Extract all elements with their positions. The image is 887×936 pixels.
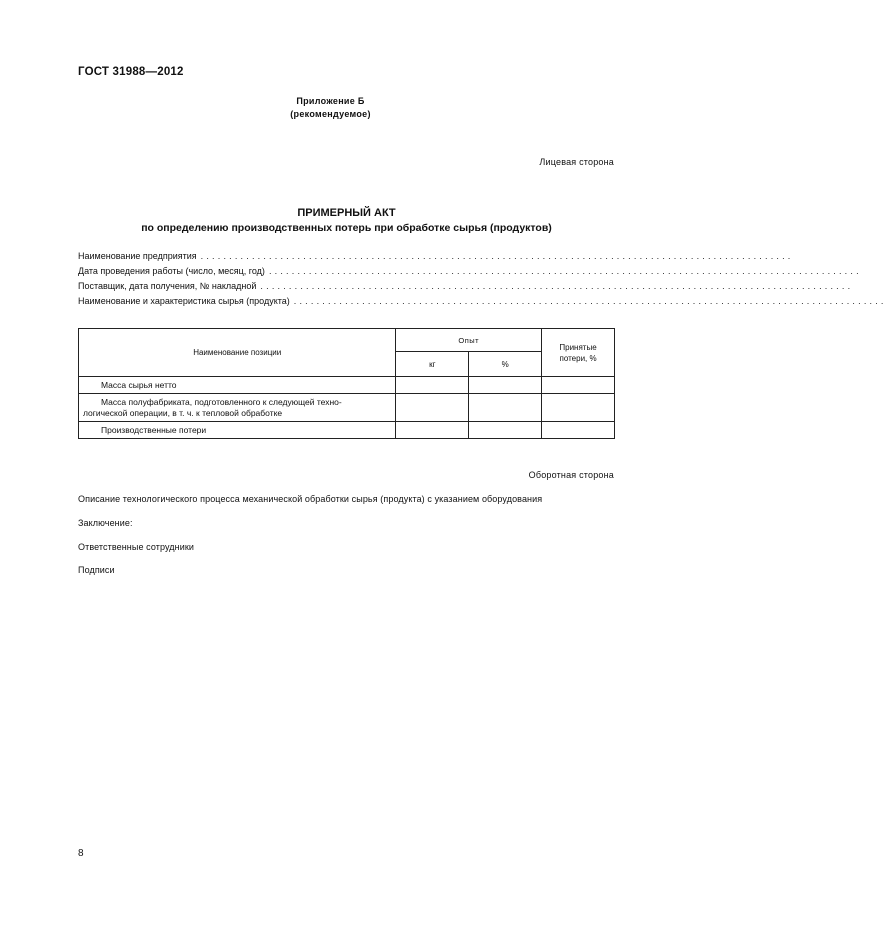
column-header-experiment: Опыт [396, 329, 542, 352]
row-name-line1: Масса полуфабриката, подготовленного к следующей техно- [101, 396, 342, 407]
field-raw-material [78, 296, 887, 306]
act-subtitle: по определению производственных потерь при обработке сырья (продуктов) [141, 222, 552, 234]
back-side-label: Оборотная сторона [528, 470, 614, 480]
cell-kg [396, 422, 469, 439]
row-name [79, 394, 396, 422]
column-header-percent: % [469, 352, 542, 377]
cell-accepted [542, 394, 615, 422]
table-row [79, 422, 615, 439]
field-work-date [78, 266, 862, 276]
table-row [79, 394, 615, 422]
row-name: Производственные потери [79, 422, 396, 439]
conclusion-label: Заключение: [78, 518, 133, 528]
field-label: Наименование предприятия [78, 251, 197, 261]
cell-kg [396, 377, 469, 394]
appendix-subtitle: (рекомендуемое) [290, 109, 371, 119]
losses-table [78, 328, 615, 439]
row-name: Масса сырья нетто [79, 377, 396, 394]
field-supplier [78, 281, 854, 291]
field-label: Поставщик, дата получения, № накладной [78, 281, 257, 291]
fill-dots: ........................................................................................................ [268, 266, 862, 276]
cell-kg [396, 394, 469, 422]
fill-dots: ........................................................................................................ [293, 296, 887, 306]
act-title: ПРИМЕРНЫЙ АКТ [297, 207, 396, 219]
field-enterprise-name [78, 251, 794, 261]
front-side-label: Лицевая сторона [539, 157, 614, 167]
column-header-name: Наименование позиции [79, 329, 396, 377]
appendix-title: Приложение Б [296, 96, 365, 106]
fill-dots: ........................................................................................................ [260, 281, 854, 291]
column-header-accepted [542, 329, 615, 377]
table-row [79, 377, 615, 394]
accepted-line1: Принятые [559, 342, 597, 352]
standard-code: ГОСТ 31988—2012 [78, 66, 184, 78]
process-description: Описание технологического процесса механической обработки сырья (продукта) с указанием оборудования [78, 494, 543, 504]
cell-percent [469, 377, 542, 394]
responsible-label: Ответственные сотрудники [78, 542, 195, 552]
page-number: 8 [78, 848, 84, 859]
cell-accepted [542, 377, 615, 394]
row-name-line2: логической операции, в т. ч. к тепловой обработке [83, 407, 283, 418]
field-label: Дата проведения работы (число, месяц, год) [78, 266, 265, 276]
signatures-label: Подписи [78, 565, 115, 575]
accepted-line2: потери, % [559, 353, 597, 363]
cell-percent [469, 422, 542, 439]
column-header-kg: кг [396, 352, 469, 377]
cell-accepted [542, 422, 615, 439]
field-label: Наименование и характеристика сырья (продукта) [78, 296, 290, 306]
cell-percent [469, 394, 542, 422]
fill-dots: ........................................................................................................ [200, 251, 794, 261]
